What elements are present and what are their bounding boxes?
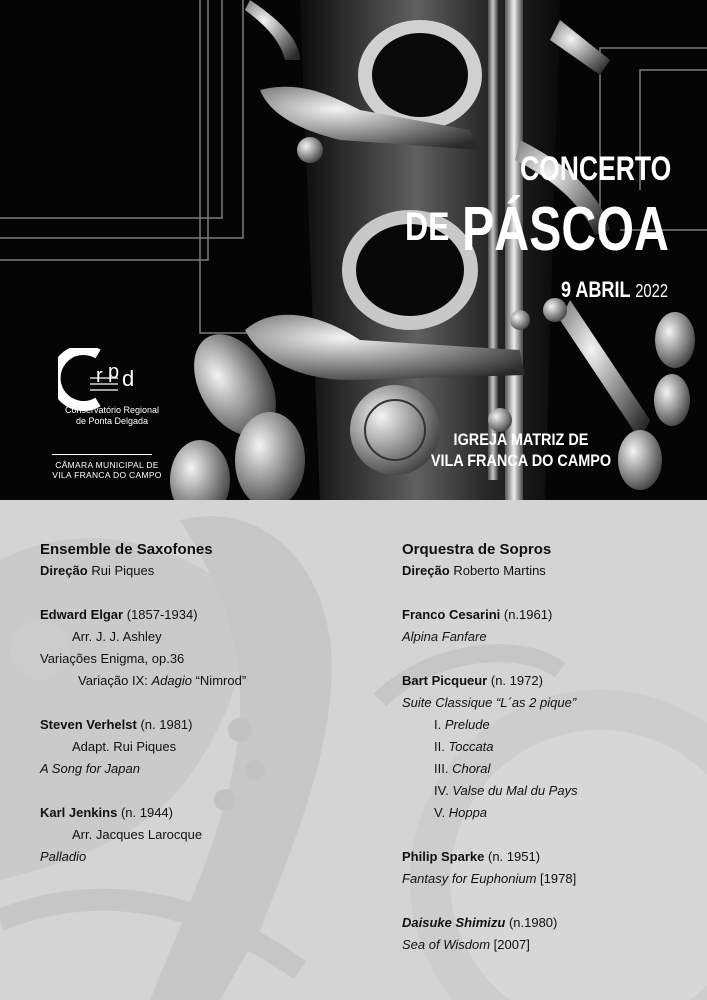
program-section: [0, 500, 707, 1000]
movement-number: IV.: [434, 783, 449, 798]
piece-movement: [402, 780, 702, 802]
piece-work: [402, 868, 702, 890]
piece-work: A Song for Japan: [40, 761, 140, 776]
svg-text:r: r: [96, 365, 103, 387]
work-title: Fantasy for Euphonium: [402, 871, 537, 886]
composer-name: Daisuke Shimizu: [402, 915, 506, 930]
svg-text:p: p: [108, 361, 120, 383]
title-pascoa: PÁSCOA: [462, 195, 669, 264]
date-year: 2022: [635, 281, 669, 301]
svg-text:d: d: [122, 366, 135, 391]
conservatorio-name-line1: Conservatório Regional: [64, 405, 160, 415]
composer-name: Philip Sparke: [402, 849, 485, 864]
piece-composer: [40, 802, 360, 824]
title-de: DE: [405, 205, 450, 249]
composer-years: (n. 1981): [140, 717, 193, 732]
composer-name: Franco Cesarini: [402, 607, 501, 622]
camara-name-line2: VILA FRANCA DO CAMPO: [52, 470, 162, 480]
venue-line-1: IGREJA MATRIZ DE: [453, 430, 589, 449]
composer-name: Bart Picqueur: [402, 673, 488, 688]
piece-work: Variações Enigma, op.36: [40, 651, 185, 666]
piece-work: Alpina Fanfare: [402, 629, 487, 644]
movement-number: V.: [434, 805, 446, 820]
piece-composer: [40, 714, 360, 736]
conservatorio-name-line2: de Ponta Delgada: [75, 416, 149, 426]
piece-work: Suite Classique “L´as 2 pique”: [402, 695, 577, 710]
piece-arranger: Arr. J. J. Ashley: [72, 629, 162, 644]
movement-number: Variação IX:: [78, 673, 148, 688]
piece-composer: [40, 604, 360, 626]
piece-arranger: Arr. Jacques Larocque: [72, 827, 203, 842]
piece-movement: [402, 714, 702, 736]
composer-years: (n. 1951): [488, 849, 541, 864]
piece-composer: [402, 912, 702, 934]
camara-divider: [52, 454, 152, 455]
ensemble-title: Orquestra de Sopros: [402, 541, 552, 558]
piece-composer: [402, 604, 702, 626]
movement-tempo: Adagio: [151, 673, 192, 688]
movement-name: “Nimrod”: [195, 673, 247, 688]
composer-name: Edward Elgar: [40, 607, 124, 622]
venue-line-2: VILA FRANCA DO CAMPO: [430, 451, 612, 470]
date-day-month: 9 ABRIL: [561, 277, 631, 302]
director-name: Roberto Martins: [453, 563, 546, 578]
work-year: [2007]: [493, 937, 530, 952]
director-name: Rui Piques: [91, 563, 155, 578]
composer-years: (1857-1934): [126, 607, 198, 622]
direction-label: Direção: [40, 563, 88, 578]
piece-arranger: Adapt. Rui Piques: [72, 739, 177, 754]
piece-movement: [40, 670, 360, 692]
movement-name: Prelude: [444, 717, 490, 732]
composer-years: (n. 1944): [120, 805, 173, 820]
ensemble-direction: [40, 560, 360, 582]
orquestra-sopros-program: [402, 540, 702, 956]
movement-number: I.: [434, 717, 442, 732]
movement-number: III.: [434, 761, 449, 776]
ensemble-direction: [402, 560, 702, 582]
movement-name: Hoppa: [448, 805, 488, 820]
concert-date: [561, 277, 668, 303]
movement-number: II.: [434, 739, 445, 754]
composer-years: (n.1961): [503, 607, 553, 622]
composer-name: Karl Jenkins: [40, 805, 118, 820]
movement-name: Valse du Mal du Pays: [452, 783, 578, 798]
piece-composer: [402, 846, 702, 868]
piece-work: Palladio: [40, 849, 87, 864]
composer-name: Steven Verhelst: [40, 717, 137, 732]
work-title: Sea of Wisdom: [402, 937, 491, 952]
piece-work: [402, 934, 702, 956]
piece-movement: [402, 758, 702, 780]
movement-name: Choral: [452, 761, 491, 776]
composer-years: (n. 1972): [490, 673, 543, 688]
direction-label: Direção: [402, 563, 450, 578]
title-line-concerto: CONCERTO: [520, 150, 672, 188]
movement-name: Toccata: [448, 739, 494, 754]
ensemble-saxofones-program: [40, 540, 360, 868]
piece-composer: [402, 670, 702, 692]
composer-years: (n.1980): [508, 915, 558, 930]
work-year: [1978]: [540, 871, 577, 886]
piece-movement: [402, 802, 702, 824]
camara-name-line1: CÂMARA MUNICIPAL DE: [55, 460, 159, 470]
ensemble-title: Ensemble de Saxofones: [40, 541, 213, 558]
piece-movement: [402, 736, 702, 758]
